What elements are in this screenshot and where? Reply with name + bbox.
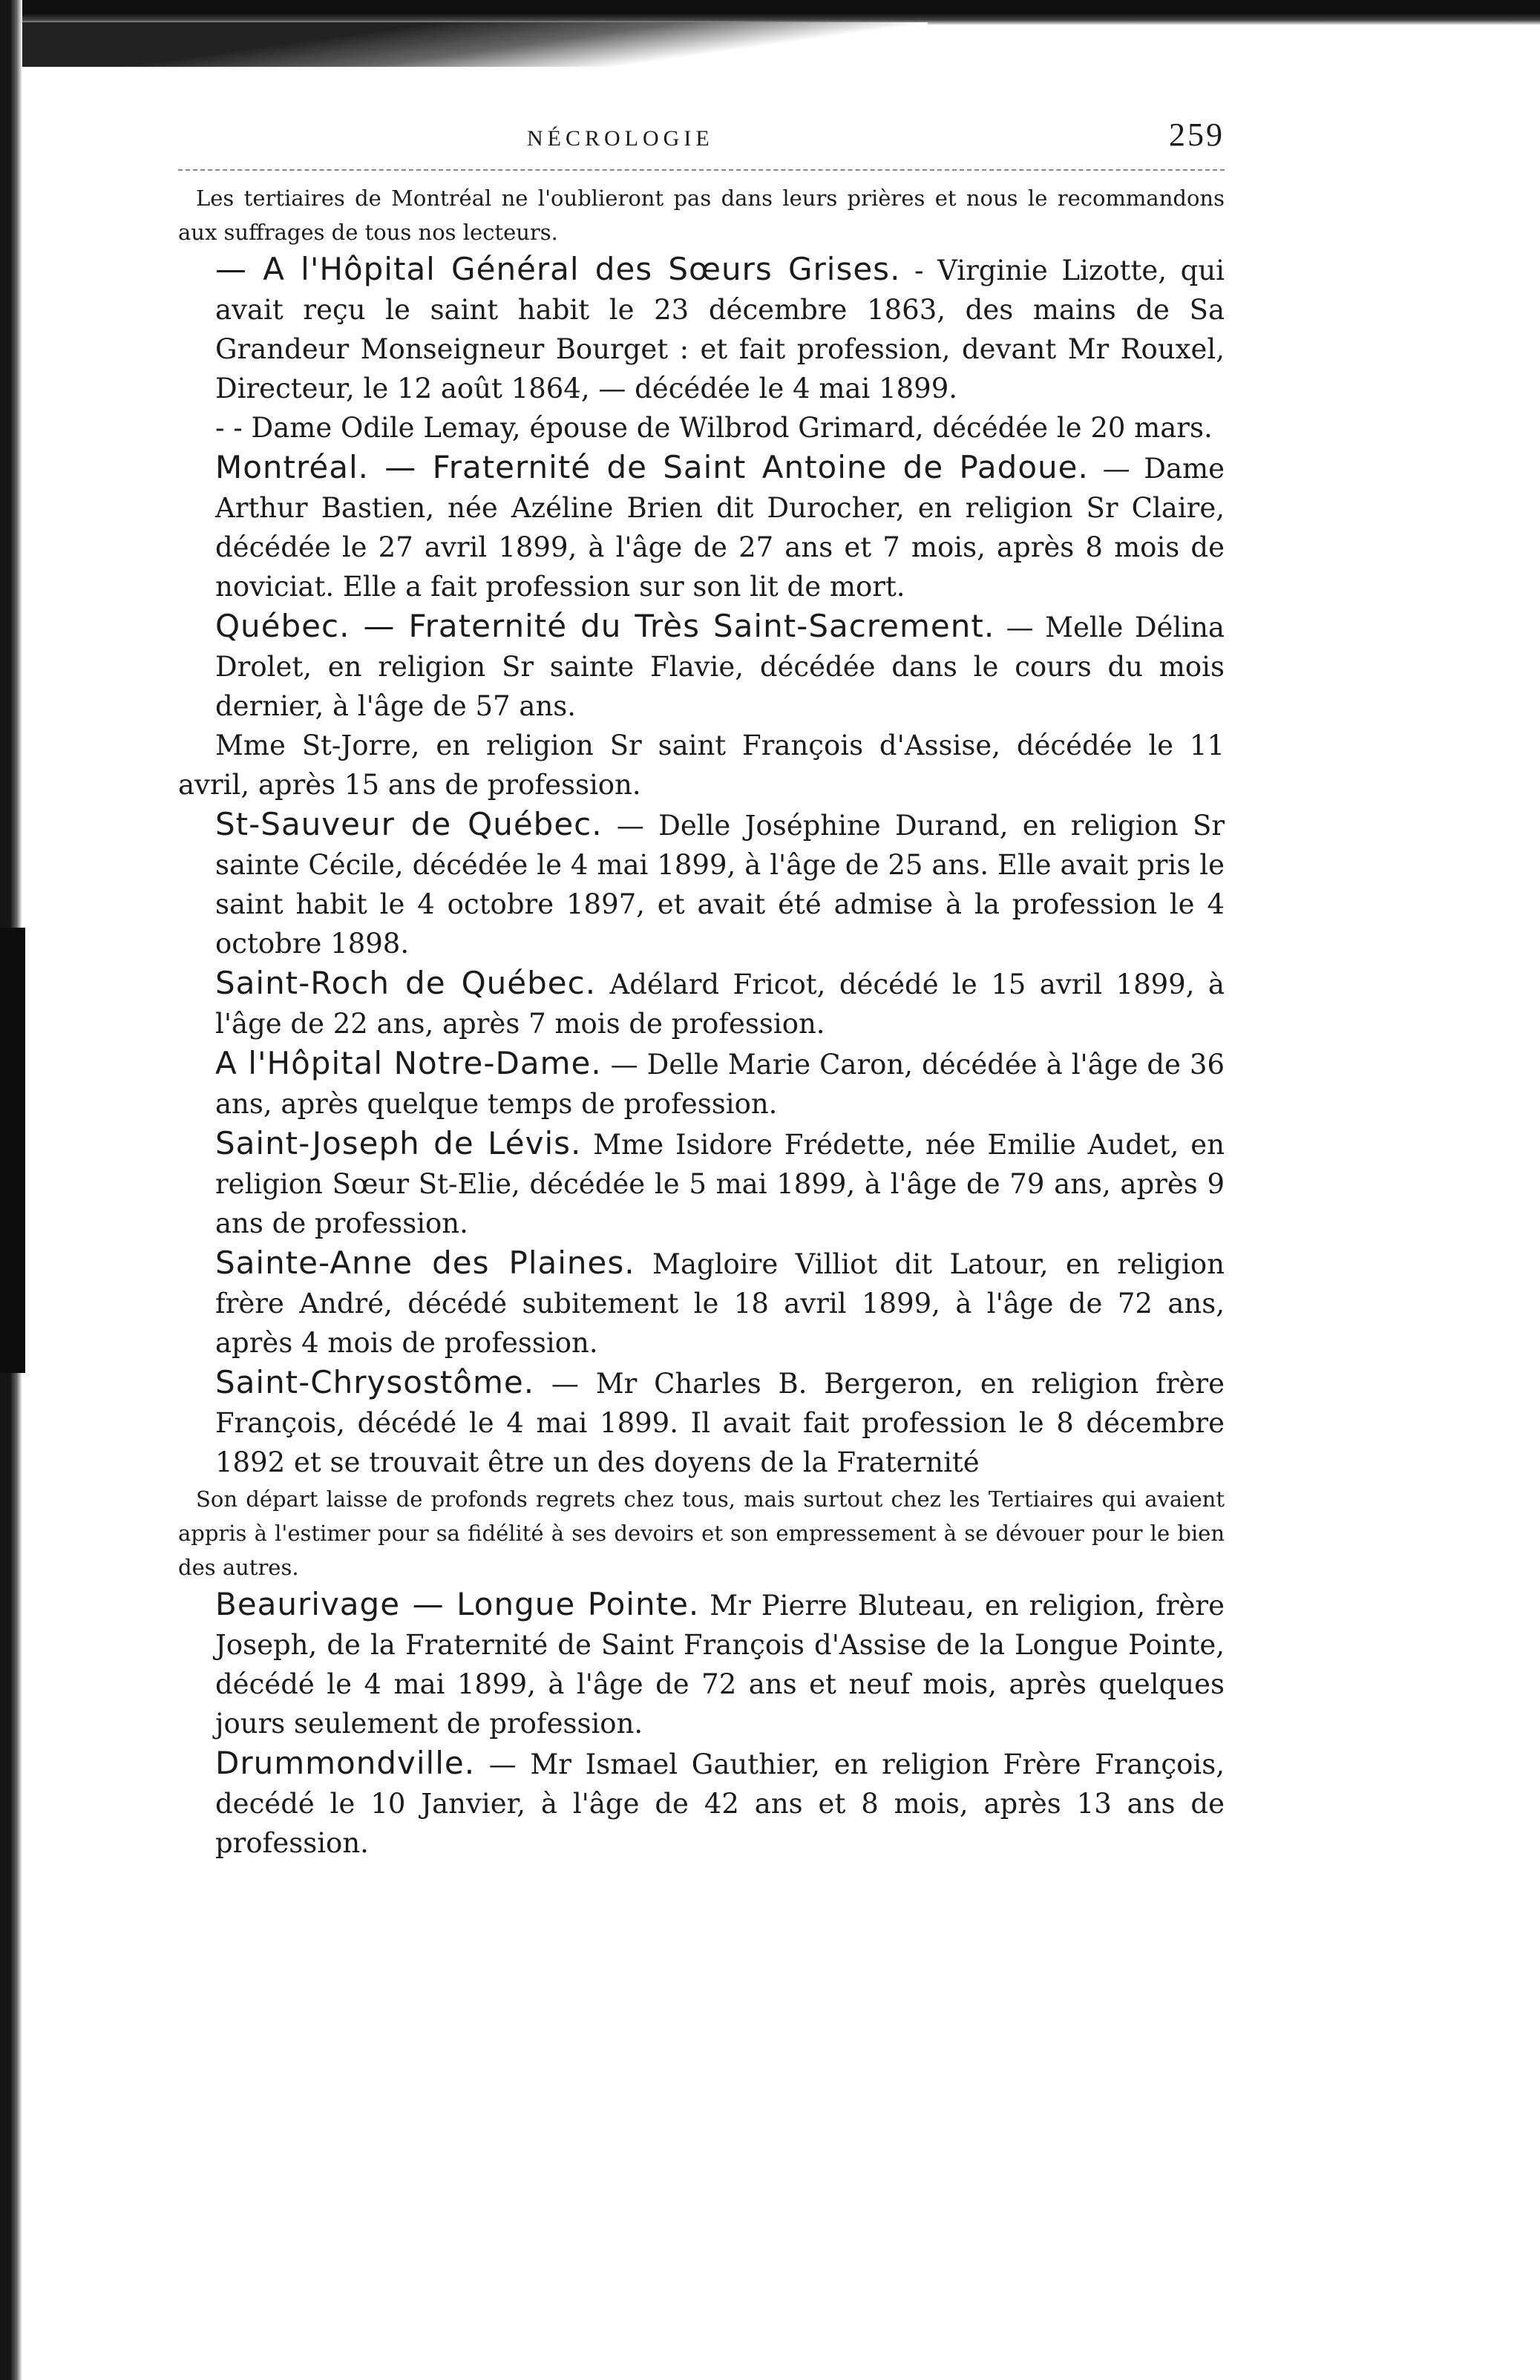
scan-edge-top bbox=[0, 0, 1540, 25]
entry-text: Magloire Villiot dit Latour, en religion frère André, décédé subitement le 18 avril 1899, à l'âge de 72 ans, après 4 mois de profession. bbox=[215, 1248, 1225, 1359]
entry-heading: Québec. — Fraternité du Très Saint-Sacrement. bbox=[215, 608, 995, 644]
entry-heading: Drummondville. bbox=[215, 1745, 476, 1781]
entry-heading: Beaurivage — Longue Pointe. bbox=[215, 1586, 700, 1622]
entry-heading: — A l'Hôpital Général des Sœurs Grises. bbox=[215, 251, 901, 287]
entry-drummondville bbox=[178, 1743, 1225, 1863]
entry-text: Mr Pierre Bluteau, en religion, frère Joseph, de la Fraternité de Saint François d'Assise de la Longue Pointe, décédé le 4 mai 1899, à l'âge de 72 ans et neuf mois, après quelques jours seulement de profession. bbox=[215, 1590, 1225, 1740]
entry-text: Adélard Fricot, décédé le 15 avril 1899, à l'âge de 22 ans, après 7 mois de profession. bbox=[215, 968, 1225, 1040]
header-rule bbox=[178, 169, 1225, 171]
entry-saint-roch bbox=[178, 963, 1225, 1043]
scan-edge-top-shadow bbox=[0, 22, 928, 67]
entry-saint-chrysostome bbox=[178, 1363, 1225, 1482]
entry-st-jorre bbox=[178, 726, 1225, 804]
entry-heading: A l'Hôpital Notre-Dame. bbox=[215, 1045, 602, 1081]
entry-text: — Mr Charles B. Bergeron, en religion frère François, décédé le 4 mai 1899. Il avait fait profession le 8 décembre 1892 et se trouvait être un des doyens de la Fraternité bbox=[215, 1368, 1225, 1478]
entry-text: - Virginie Lizotte, qui avait reçu le saint habit le 23 décembre 1863, des mains de Sa Grandeur Monseigneur Bourget : et fait profession, devant Mr Rouxel, Directeur, le 12 août 1864, — décédée le 4 mai 1899. bbox=[215, 255, 1225, 404]
entry-hopital-general bbox=[178, 249, 1225, 408]
entry-heading: Saint-Roch de Québec. bbox=[215, 965, 597, 1001]
entry-heading: Saint-Chrysostôme. bbox=[215, 1364, 535, 1400]
entry-text: Mme Isidore Frédette, née Emilie Audet, en religion Sœur St-Elie, décédée le 5 mai 1899, à l'âge de 79 ans, après 9 ans de profession. bbox=[215, 1129, 1225, 1239]
running-title: NÉCROLOGIE bbox=[527, 126, 714, 151]
entry-text: Mme St-Jorre, en religion Sr saint François d'Assise, décédée le 11 avril, après 15 ans de profession. bbox=[178, 730, 1225, 801]
entry-text: - - Dame Odile Lemay, épouse de Wilbrod Grimard, décédée le 20 mars. bbox=[215, 412, 1213, 444]
intro-paragraph: Les tertiaires de Montréal ne l'oublieront pas dans leurs prières et nous le recommandons aux suffrages de tous nos lecteurs. bbox=[178, 186, 1225, 245]
entry-text: — Delle Joséphine Durand, en religion Sr sainte Cécile, décédée le 4 mai 1899, à l'âge de 25 ans. Elle avait pris le saint habit le 4 octobre 1897, et avait été admise à la profession le 4 octobre 1898. bbox=[215, 810, 1225, 960]
running-header bbox=[178, 111, 1225, 163]
entry-text: — Dame Arthur Bastien, née Azéline Brien dit Durocher, en religion Sr Claire, décédée le 27 avril 1899, à l'âge de 27 ans et 7 mois, après 8 mois de noviciat. Elle a fait profession sur son lit de mort. bbox=[215, 453, 1225, 603]
entry-text: — Mr Ismael Gauthier, en religion Frère François, decédé le 10 Janvier, à l'âge de 42 ans et 8 mois, après 13 ans de profession. bbox=[215, 1748, 1225, 1859]
scan-edge-left-dark bbox=[0, 928, 25, 1373]
entry-heading: St-Sauveur de Québec. bbox=[215, 806, 603, 842]
entry-montreal bbox=[178, 448, 1225, 606]
entry-notre-dame bbox=[178, 1043, 1225, 1124]
entry-heading: Montréal. — Fraternité de Saint Antoine de Padoue. bbox=[215, 449, 1089, 485]
entry-odile-lemay bbox=[178, 408, 1225, 448]
note-paragraph: Son départ laisse de profonds regrets chez tous, mais surtout chez les Tertiaires qui avaient appris à l'estimer pour sa fidélité à ses devoirs et son empressement à se dévouer pour le bien des autres. bbox=[178, 1486, 1225, 1580]
page-body bbox=[178, 111, 1225, 1863]
page-number: 259 bbox=[1169, 117, 1225, 153]
entry-beaurivage bbox=[178, 1584, 1225, 1743]
entry-heading: Saint-Joseph de Lévis. bbox=[215, 1125, 582, 1161]
entry-levis bbox=[178, 1124, 1225, 1243]
entry-sainte-anne bbox=[178, 1243, 1225, 1363]
entry-text: — Delle Marie Caron, décédée à l'âge de 36 ans, après quelque temps de profession. bbox=[215, 1049, 1225, 1120]
entry-heading: Sainte-Anne des Plaines. bbox=[215, 1245, 635, 1281]
entry-text: — Melle Délina Drolet, en religion Sr sainte Flavie, décédée dans le cours du mois dernier, à l'âge de 57 ans. bbox=[215, 612, 1225, 722]
entry-quebec bbox=[178, 606, 1225, 726]
entry-st-sauveur bbox=[178, 804, 1225, 963]
